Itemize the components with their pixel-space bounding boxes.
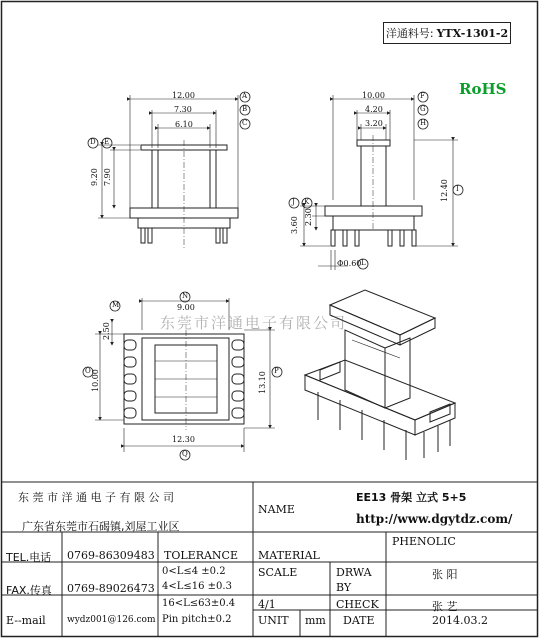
- dim-side-w2: 4.20: [365, 105, 383, 114]
- dim-front-h1: 9.20: [90, 168, 99, 186]
- fax-value: 0769-89026473: [67, 582, 155, 595]
- drawn-value: 张 阳: [432, 568, 458, 581]
- name-label: NAME: [258, 503, 295, 516]
- marker-a: A: [242, 92, 248, 100]
- marker-h: H: [420, 119, 427, 127]
- marker-b: B: [242, 105, 248, 113]
- check-label: CHECK: [336, 598, 379, 611]
- marker-l: L: [361, 259, 366, 267]
- material-value: PHENOLIC: [392, 535, 456, 548]
- email-label: E--mail: [6, 614, 46, 627]
- dim-top-h3: 13.10: [258, 371, 267, 394]
- dim-side-h2: 3.60: [290, 216, 299, 234]
- drawn-label: DRWA: [336, 566, 372, 579]
- dim-top-w1: 9.00: [177, 303, 195, 312]
- company-website: http://www.dgytdz.com/: [356, 512, 513, 526]
- tolerance-1: 0<L≤4 ±0.2: [162, 566, 226, 577]
- unit-value: mm: [305, 614, 326, 627]
- marker-e: E: [104, 138, 110, 146]
- marker-q: Q: [182, 450, 188, 458]
- marker-n: N: [182, 292, 189, 300]
- tolerance-4: Pin pitch±0.2: [162, 614, 232, 625]
- dim-front-w3: 6.10: [175, 120, 193, 129]
- dim-side-pin: Φ0.60: [337, 259, 362, 268]
- front-view: [98, 95, 238, 250]
- dim-front-h2: 7.90: [103, 168, 112, 186]
- marker-p: P: [274, 367, 279, 375]
- dim-top-w2: 12.30: [172, 435, 195, 444]
- company-name: 东 莞 市 洋 通 电 子 有 限 公 司: [18, 491, 174, 504]
- scale-value: 4/1: [258, 598, 276, 611]
- drawn-label-2: BY: [336, 581, 352, 594]
- tolerance-2: 4<L≤16 ±0.3: [162, 581, 232, 592]
- marker-d: D: [90, 138, 96, 146]
- marker-f: F: [420, 92, 425, 100]
- tel-value: 0769-86309483: [67, 549, 155, 562]
- dim-side-w3: 3.20: [365, 119, 383, 128]
- dim-top-h2: 10.00: [91, 369, 100, 392]
- part-code-box: [383, 22, 511, 44]
- tolerance-3: 16<L≤63±0.4: [162, 598, 236, 609]
- scale-label: SCALE: [258, 566, 298, 579]
- dim-front-w1: 12.00: [172, 91, 195, 100]
- unit-label: UNIT: [258, 614, 289, 627]
- part-code-label: 洋通料号:: [385, 27, 434, 40]
- marker-m: M: [112, 301, 120, 309]
- part-code-value: YTX-1301-2: [436, 26, 509, 40]
- company-address: 广东省东莞市石碣镇,刘屋工业区: [22, 520, 180, 533]
- dim-side-h3: 2.30: [304, 208, 313, 226]
- marker-i: I: [456, 185, 459, 193]
- fax-label: FAX.传真: [6, 584, 52, 597]
- date-label: DATE: [343, 614, 375, 627]
- dim-front-w2: 7.30: [174, 105, 192, 114]
- marker-c: C: [242, 119, 248, 127]
- email-value: wydz001@126.com: [67, 615, 156, 625]
- dim-side-h1: 12.40: [440, 179, 449, 202]
- marker-k: K: [304, 198, 310, 206]
- dim-side-w1: 10.00: [362, 91, 385, 100]
- rohs-mark: RoHS: [459, 80, 507, 98]
- dim-top-h1: 2.50: [102, 322, 111, 340]
- material-label: MATERIAL: [258, 549, 320, 562]
- marker-o: O: [85, 367, 91, 375]
- watermark: 东莞市洋通电子有限公司: [160, 314, 348, 332]
- date-value: 2014.03.2: [432, 614, 488, 627]
- part-name: EE13 骨架 立式 5+5: [356, 491, 467, 504]
- check-value: 张 艺: [432, 600, 458, 613]
- tel-label: TEL.电话: [6, 551, 52, 564]
- marker-j: J: [292, 198, 295, 206]
- tolerance-label: TOLERANCE: [164, 549, 238, 562]
- marker-g: G: [420, 105, 426, 113]
